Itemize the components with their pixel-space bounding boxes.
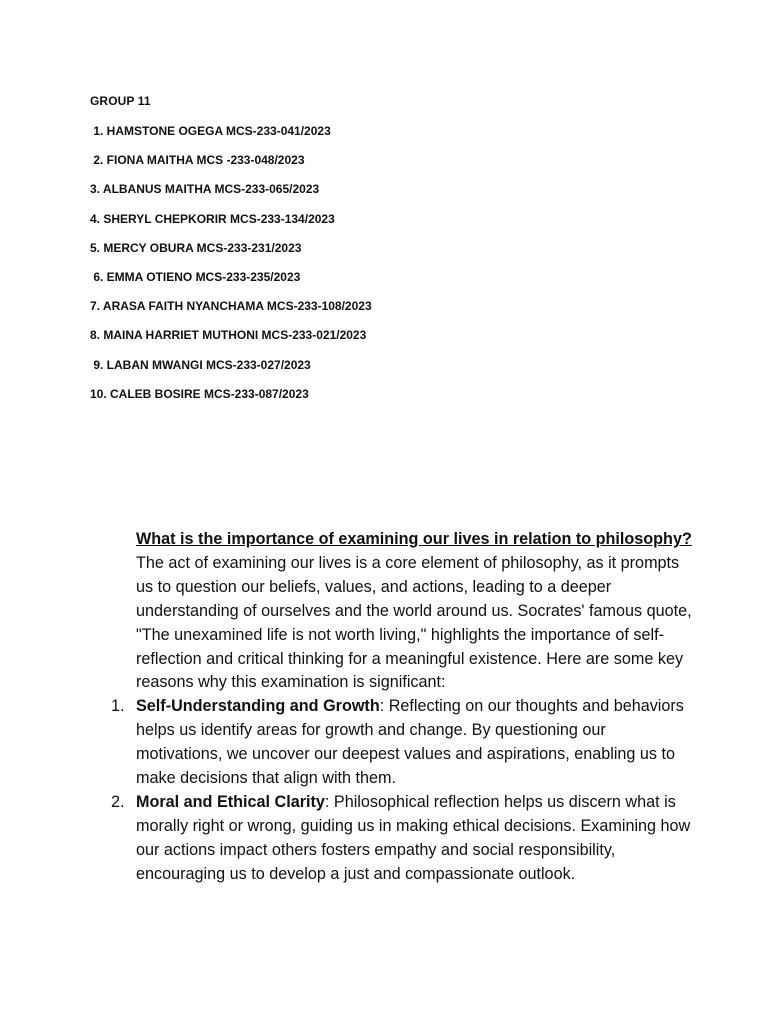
point-text: : Reflecting on our thoughts and behaviors helps us identify areas for growth and change. By questioning our motivations, we uncover our deepest values and aspirations, enabling us to make decisions that align with them. <box>136 697 684 788</box>
essay-intro: The act of examining our lives is a core element of philosophy, as it prompts us to question our beliefs, values, and actions, leading to a deeper understanding of ourselves and the world around us. Socrates' famous quote, "The unexamined life is not worth living," highlights the importance of self-reflection and critical thinking for a meaningful existence. Here are some key reasons why this examination is significant: <box>136 553 692 692</box>
group-heading: GROUP 11 <box>90 94 151 108</box>
point-title: Moral and Ethical Clarity <box>136 792 325 811</box>
point-number: 2. <box>111 792 125 811</box>
member-item: 10. CALEB BOSIRE MCS-233-087/2023 <box>90 386 309 401</box>
member-item: 9. LABAN MWANGI MCS-233-027/2023 <box>90 357 311 372</box>
key-point <box>111 695 696 791</box>
member-item: 6. EMMA OTIENO MCS-233-235/2023 <box>90 269 301 284</box>
member-item: 8. MAINA HARRIET MUTHONI MCS-233-021/2023 <box>90 328 367 343</box>
point-title: Self-Understanding and Growth <box>136 697 380 716</box>
member-item: 4. SHERYL CHEPKORIR MCS-233-134/2023 <box>90 211 335 226</box>
member-item: 3. ALBANUS MAITHA MCS-233-065/2023 <box>90 182 320 197</box>
member-list <box>90 123 372 415</box>
essay-section <box>111 528 696 887</box>
key-point <box>111 791 696 887</box>
point-number: 1. <box>111 697 125 716</box>
member-item: 2. FIONA MAITHA MCS -233-048/2023 <box>90 153 305 168</box>
essay-question: What is the importance of examining our lives in relation to philosophy? <box>136 530 692 548</box>
member-item: 7. ARASA FAITH NYANCHAMA MCS-233-108/2023 <box>90 299 372 314</box>
member-item: 5. MERCY OBURA MCS-233-231/2023 <box>90 240 302 255</box>
point-text: : Philosophical reflection helps us discern what is morally right or wrong, guiding us in making ethical decisions. Examining how our actions impact others fosters empathy and social responsibility, encouraging us to develop a just and compassionate outlook. <box>136 792 691 883</box>
key-points-list <box>111 695 696 886</box>
member-item: 1. HAMSTONE OGEGA MCS-233-041/2023 <box>90 124 331 138</box>
